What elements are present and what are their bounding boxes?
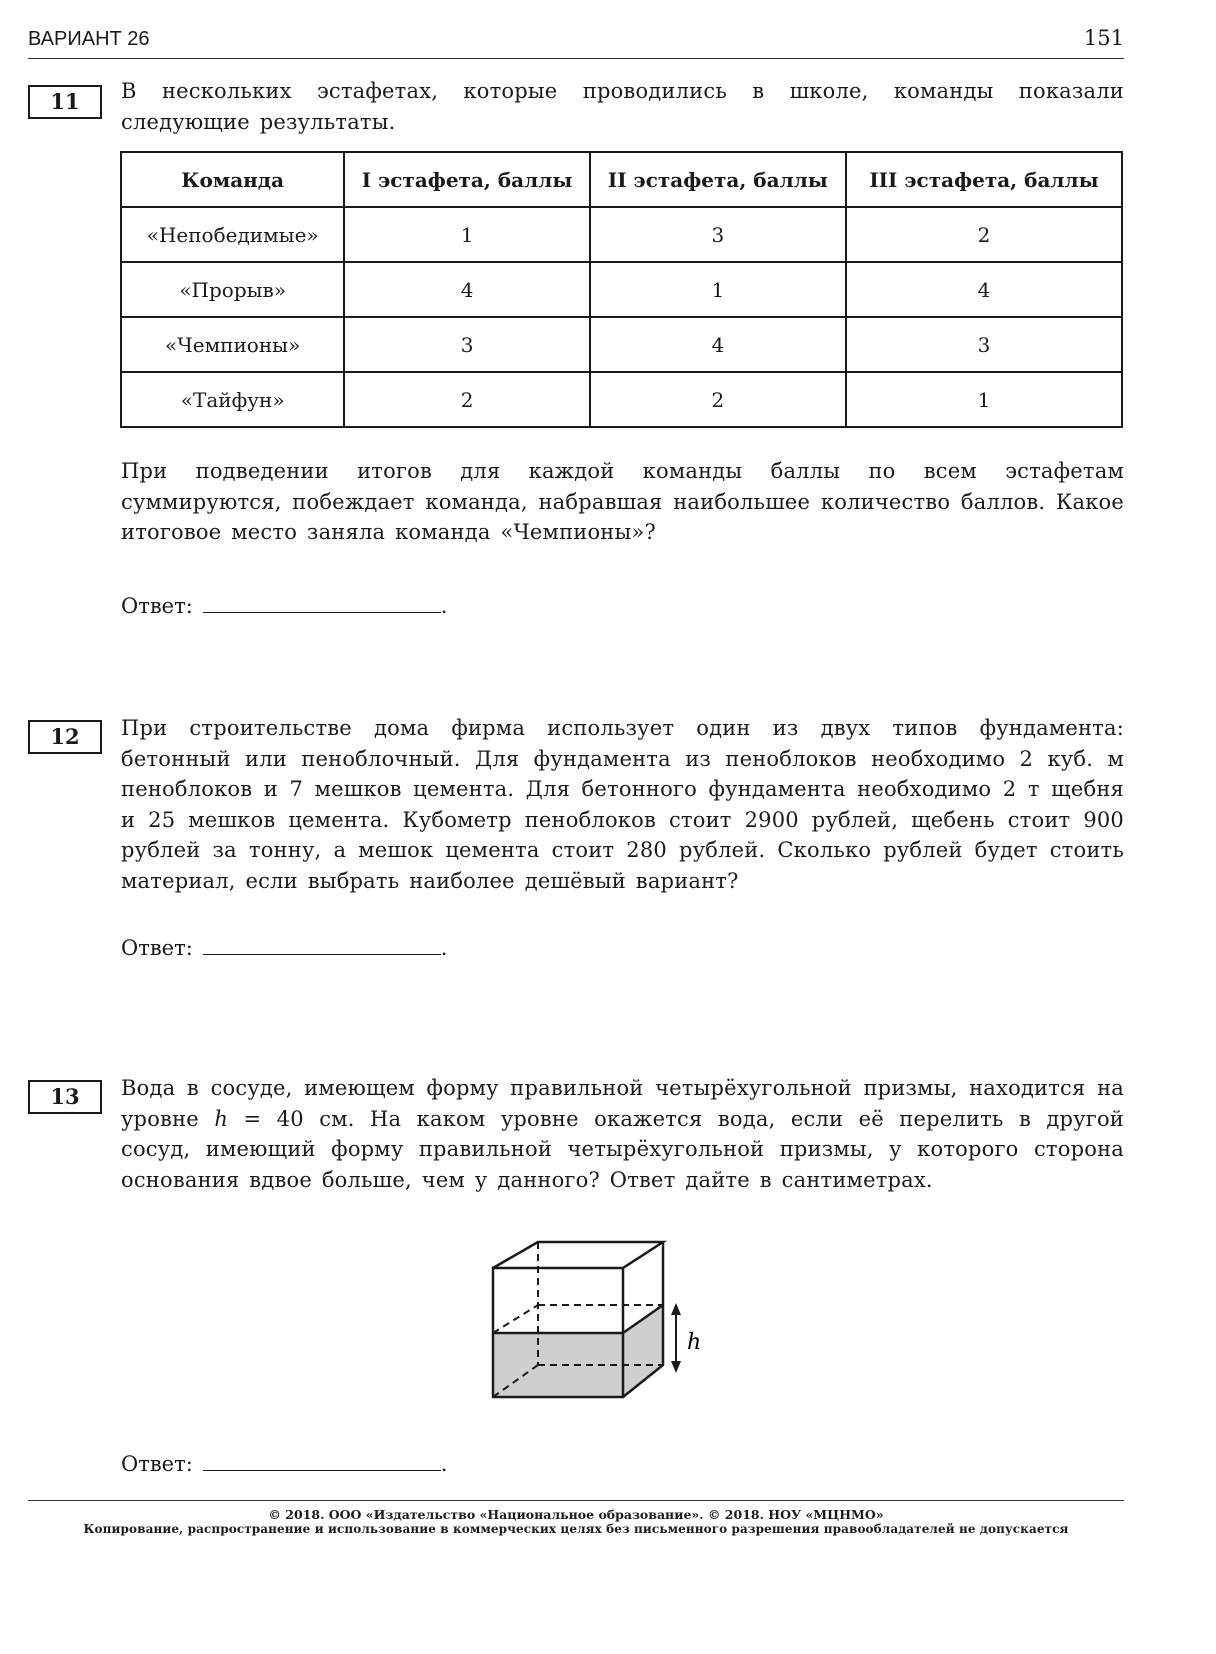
header-divider	[28, 58, 1124, 59]
table-header-row	[121, 152, 1122, 207]
table-cell: 4	[846, 262, 1122, 317]
task13-text-before: Вода в сосуде, имеющем форму правильной четырёхугольной призмы, находится на уровне	[121, 1076, 1124, 1131]
water-fill	[493, 1305, 663, 1397]
table-header-cell: I эстафета, баллы	[344, 152, 589, 207]
table-cell: 2	[846, 207, 1122, 262]
height-label: h	[687, 1330, 702, 1355]
task12-text: При строительстве дома фирма использует один из двух типов фундамента: бетонный или пеноблочный. Для фундамента из пеноблоков необходимо 2 куб. м пеноблоков и 7 мешков цемента. Для бетонного фундамента необходимо 2 т щебня и 25 мешков цемента. Кубометр пеноблоков стоит 2900 рублей, щебень стоит 900 рублей за тонну, а мешок цемента стоит 280 рублей. Сколько рублей будет стоить материал, если выбрать наиболее дешёвый вариант?	[121, 716, 1124, 893]
task13-answer	[121, 1450, 447, 1476]
page-number: 151	[1083, 26, 1124, 50]
table-row	[121, 207, 1122, 262]
copyright-notice: Копирование, распространение и использование в коммерческих целях без письменного разрешения правообладателей не допускается	[83, 1522, 1069, 1536]
table-cell: 3	[590, 207, 846, 262]
answer-period: .	[440, 1452, 448, 1476]
answer-label: Ответ:	[121, 936, 193, 960]
height-arrow-down	[671, 1361, 681, 1373]
table-cell: «Прорыв»	[121, 262, 344, 317]
task13-text	[121, 1073, 1124, 1195]
table-cell: 2	[590, 372, 846, 427]
answer-label: Ответ:	[121, 1452, 193, 1476]
table-cell: «Тайфун»	[121, 372, 344, 427]
task11-intro: В нескольких эстафетах, которые проводились в школе, команды показали следующие результаты.	[121, 79, 1124, 134]
copyright-line: © 2018. ООО «Издательство «Национальное образование». © 2018. НОУ «МЦНМО»	[268, 1507, 884, 1522]
task11-answer	[121, 592, 447, 618]
height-arrow-up	[671, 1303, 681, 1315]
table-header-cell: III эстафета, баллы	[846, 152, 1122, 207]
table-cell: 1	[590, 262, 846, 317]
table-cell: 1	[344, 207, 589, 262]
table-header-cell: Команда	[121, 152, 344, 207]
water-hidden-left-edge	[493, 1305, 538, 1333]
answer-field[interactable]	[203, 934, 441, 955]
variant-title: ВАРИАНТ 26	[28, 28, 150, 50]
answer-field[interactable]	[203, 592, 441, 613]
table-header-cell: II эстафета, баллы	[590, 152, 846, 207]
table-row	[121, 317, 1122, 372]
task13-text-after: На каком уровне окажется вода, если её перелить в другой сосуд, имеющий форму правильной четырёхугольной призмы, у которого сторона основания вдвое больше, чем у данного? Ответ дайте в сантиметрах.	[121, 1106, 1125, 1192]
answer-period: .	[440, 936, 448, 960]
task-number-12: 12	[28, 720, 102, 754]
table-cell: 4	[590, 317, 846, 372]
task-number-11: 11	[28, 85, 102, 119]
prism-figure	[480, 1235, 720, 1410]
h-variable: h	[214, 1106, 229, 1131]
table-row	[121, 262, 1122, 317]
task11-question: При подведении итогов для каждой команды баллы по всем эстафетам суммируются, побеждает команда, набравшая наибольшее количество баллов. Какое итоговое место заняла команда «Чемпионы»?	[121, 459, 1124, 544]
answer-label: Ответ:	[121, 594, 193, 618]
table-cell: 2	[344, 372, 589, 427]
table-row	[121, 372, 1122, 427]
footer-divider	[28, 1500, 1124, 1501]
table-cell: 1	[846, 372, 1122, 427]
table-cell: 3	[846, 317, 1122, 372]
results-table	[120, 151, 1123, 428]
table-cell: «Чемпионы»	[121, 317, 344, 372]
prism-top-face	[493, 1242, 663, 1268]
answer-period: .	[440, 594, 448, 618]
answer-field[interactable]	[203, 1450, 441, 1471]
task-number-13: 13	[28, 1080, 102, 1114]
table-cell: 3	[344, 317, 589, 372]
task12-answer	[121, 934, 447, 960]
table-cell: «Непобедимые»	[121, 207, 344, 262]
table-cell: 4	[344, 262, 589, 317]
task13-equation: = 40 см.	[228, 1106, 371, 1131]
